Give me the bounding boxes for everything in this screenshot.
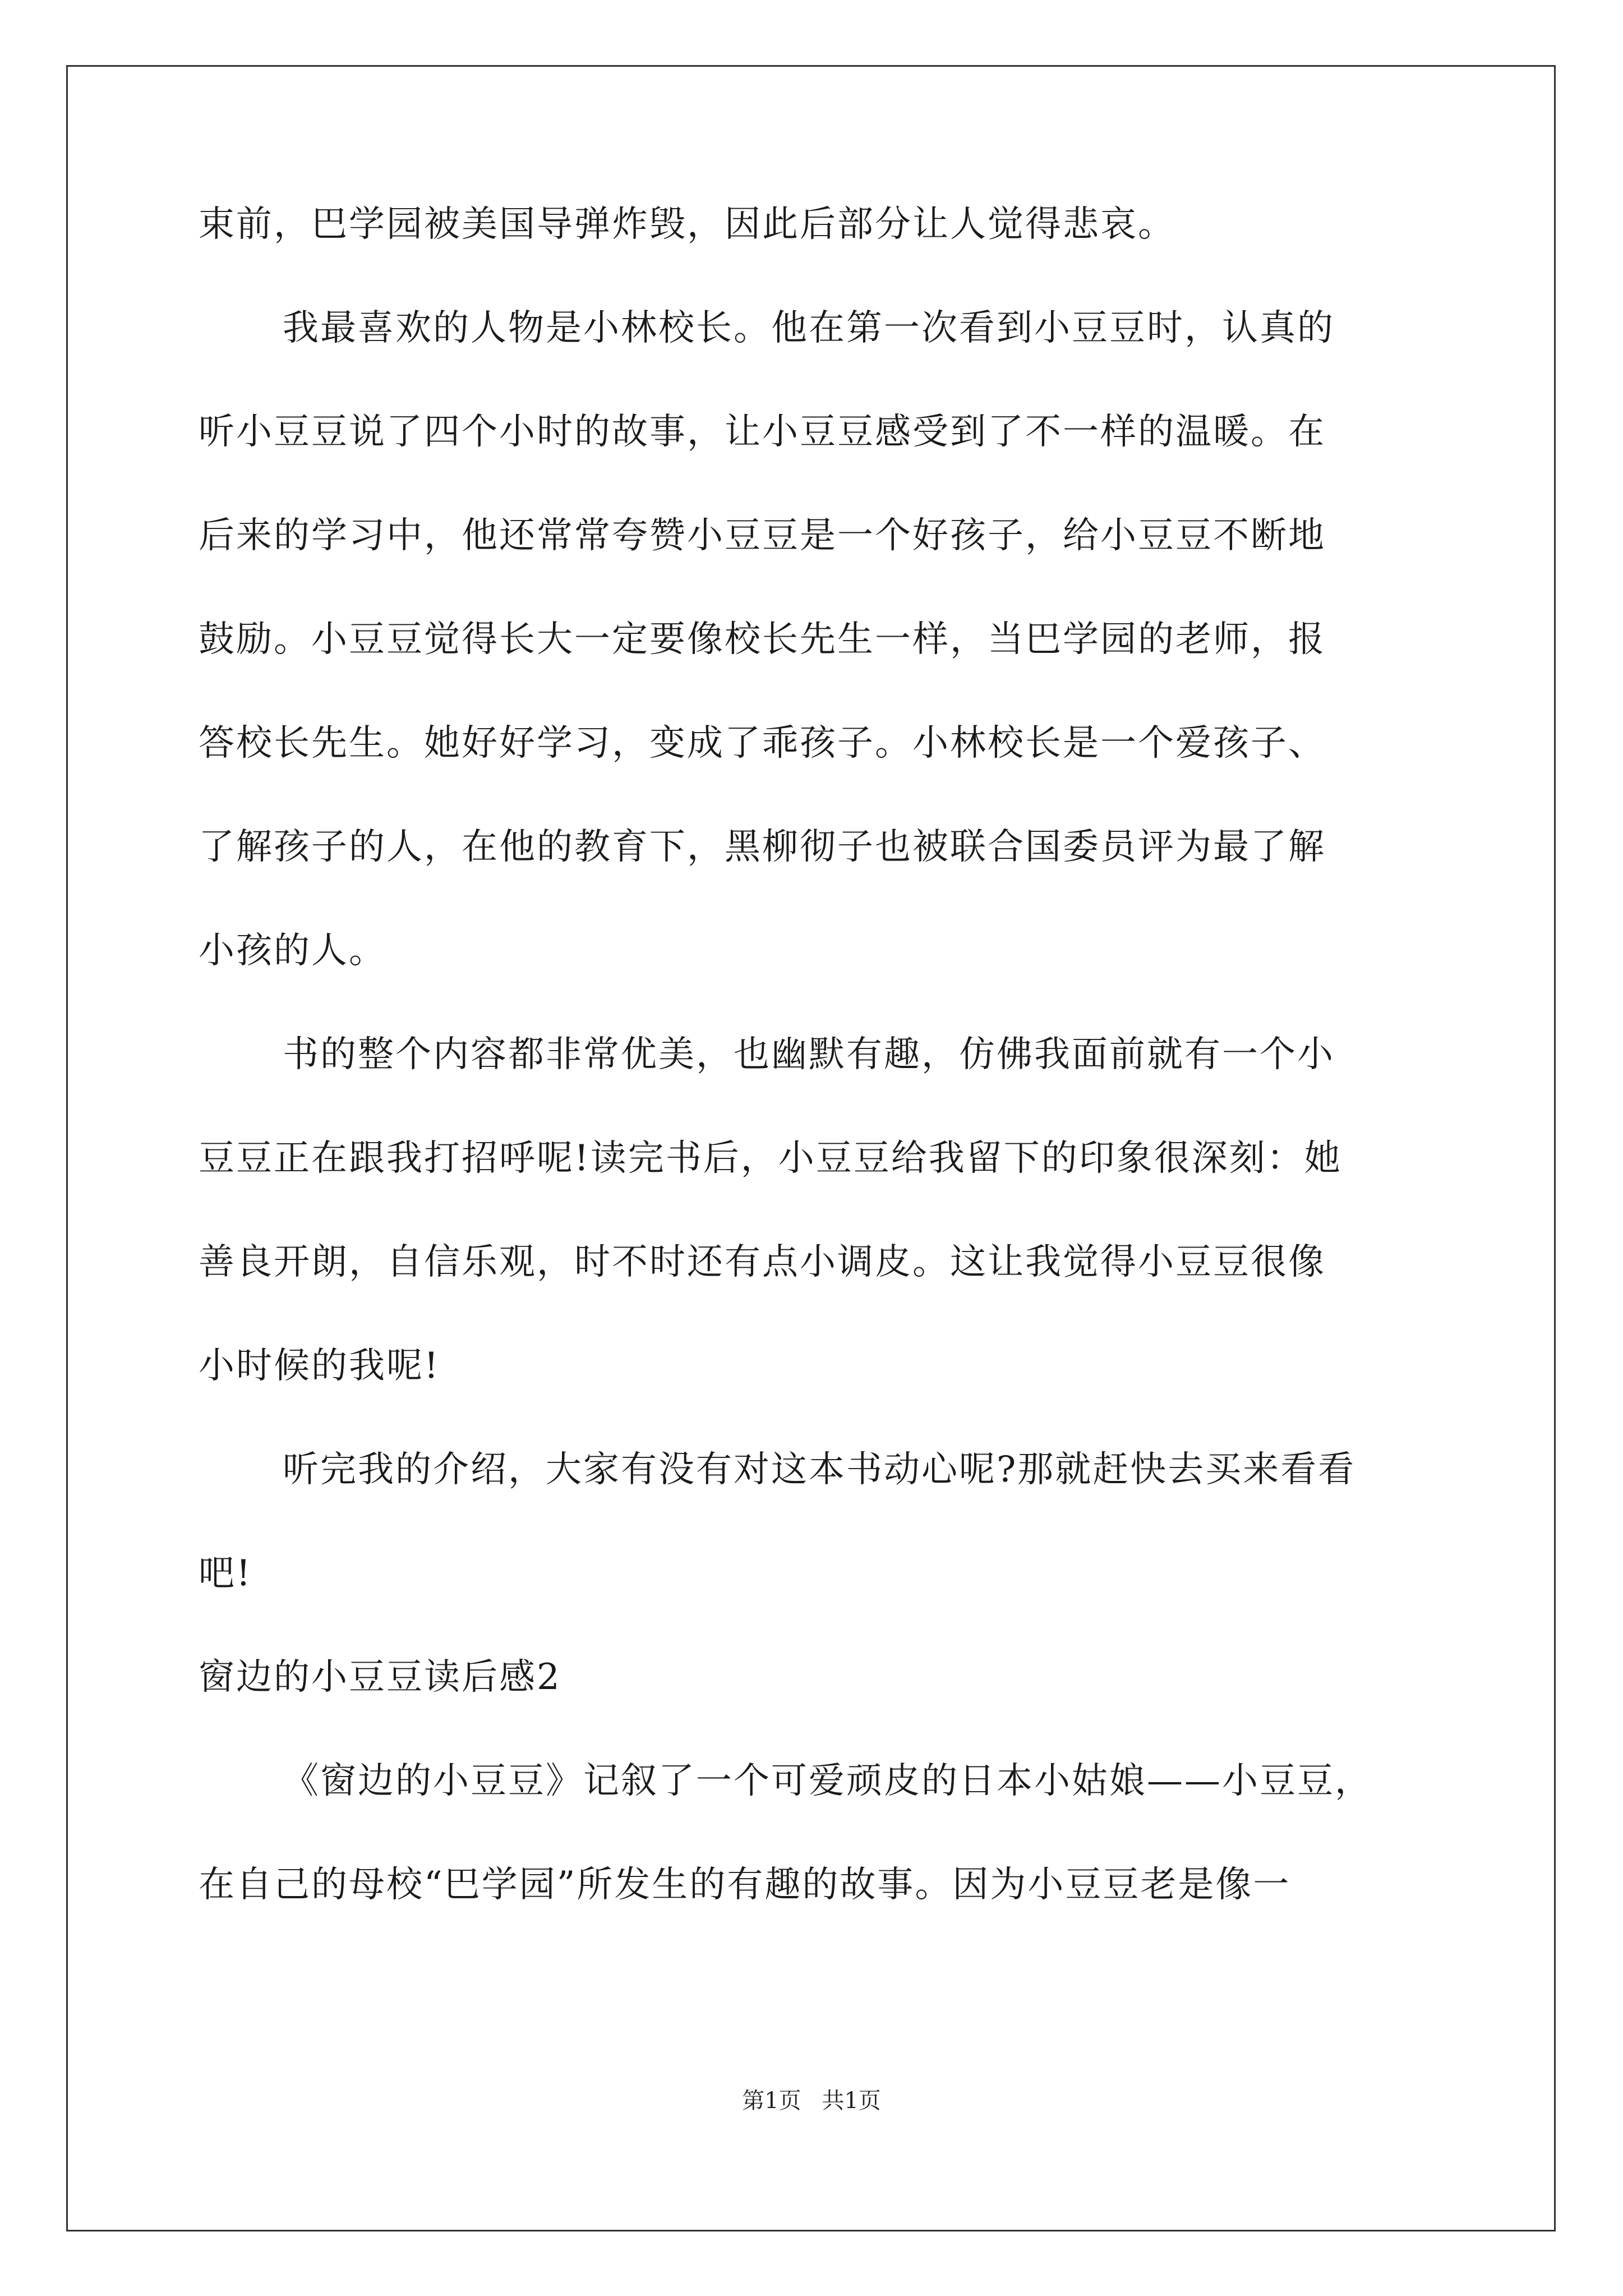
text-line: 吧! <box>199 1553 252 1594</box>
page-number: 第1页 <box>742 2088 801 2114</box>
total-pages: 共1页 <box>822 2088 881 2114</box>
text-line: 小时候的我呢! <box>199 1345 440 1387</box>
text-line: 答校长先生。她好好学习，变成了乖孩子。小林校长是一个爱孩子、 <box>199 723 1326 764</box>
text-line: 善良开朗，自信乐观，时不时还有点小调皮。这让我觉得小豆豆很像 <box>199 1241 1326 1283</box>
text-line: 束前，巴学园被美国导弹炸毁，因此后部分让人觉得悲哀。 <box>199 204 1175 245</box>
text-line: 豆豆正在跟我打招呼呢!读完书后，小豆豆给我留下的印象很深刻：她 <box>199 1138 1342 1179</box>
text-line: 后来的学习中，他还常常夸赞小豆豆是一个好孩子，给小豆豆不断地 <box>199 515 1326 556</box>
page-footer <box>0 2087 1623 2115</box>
text-line: 在自己的母校“巴学园”所发生的有趣的故事。因为小豆豆老是像一 <box>199 1864 1291 1906</box>
text-line: 听小豆豆说了四个小时的故事，让小豆豆感受到了不一样的温暖。在 <box>199 411 1326 453</box>
paragraph-start: 《窗边的小豆豆》记叙了一个可爱顽皮的日本小姑娘——小豆豆， <box>283 1760 1372 1802</box>
text-line: 了解孩子的人，在他的教育下，黑柳彻子也被联合国委员评为最了解 <box>199 826 1326 868</box>
paragraph-start: 书的整个内容都非常优美，也幽默有趣，仿佛我面前就有一个小 <box>283 1034 1335 1075</box>
section-heading: 窗边的小豆豆读后感2 <box>199 1657 561 1698</box>
text-line: 鼓励。小豆豆觉得长大一定要像校长先生一样，当巴学园的老师，报 <box>199 619 1326 660</box>
paragraph-start: 我最喜欢的人物是小林校长。他在第一次看到小豆豆时，认真的 <box>283 307 1335 349</box>
paragraph-start: 听完我的介绍，大家有没有对这本书动心呢?那就赶快去买来看看 <box>283 1449 1356 1490</box>
text-line: 小孩的人。 <box>199 930 386 972</box>
